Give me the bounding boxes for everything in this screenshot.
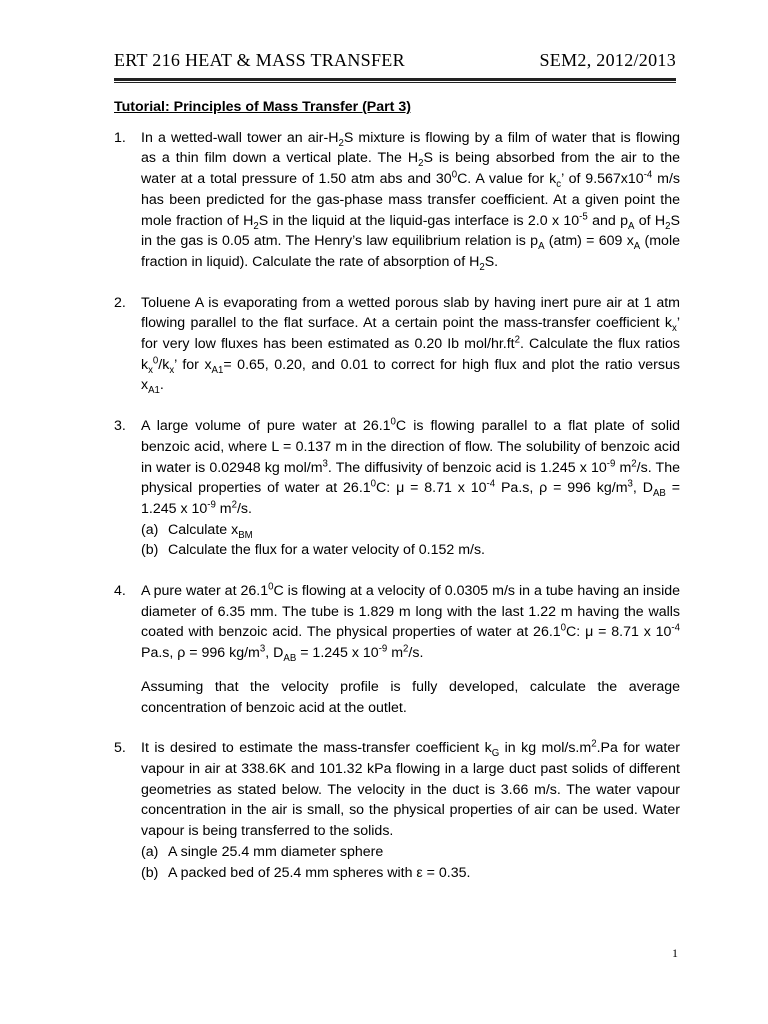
tutorial-title: Tutorial: Principles of Mass Transfer (Part 3) — [114, 99, 411, 115]
question-number: 2. — [114, 294, 126, 311]
question-2 — [114, 293, 680, 397]
question-1 — [114, 128, 680, 273]
question-number: 5. — [114, 740, 126, 757]
sub-question — [141, 540, 680, 561]
question-text: Toluene A is evaporating from a wetted porous slab by having inert pure air at 1 atm flowing parallel to the flat surface. At a certain point the mass-transfer coefficient $k_x$’ for very low fluxes has been estimated as 0.20 Ib mol/$hr.ft^2$. Calculate the flux ratios $k_x^0/k_x$’ for $x_{A1}= 0.65$, 0.20, and 0.01 to correct for high flux and plot the ratio versus $x_{A1}$. — [141, 294, 680, 397]
sub-question — [141, 842, 680, 863]
sub-question-label: (a) — [141, 521, 159, 538]
sub-question-label: (b) — [141, 864, 159, 881]
header-divider — [114, 82, 676, 83]
page-number: 1 — [672, 946, 678, 960]
page-header — [114, 46, 676, 81]
question-text: A large volume of pure water at 26.1$^0$C is flowing parallel to a flat plate of solid benzoic acid, where L = 0.137 m in the direction of flow. The solubility of benzoic acid in water is 0.02948 kg mol/$m^3$. The diffusivity of benzoic acid is 1.245 x $10^{-9}$ $m^2/s$. The physical properties of water at 26.1$^0$C: μ = 8.71 x $10^{-4}$ Pa.s, ρ = 996 $kg/m^3$, $D_{AB} = 1.245$ x $10^{-9}$ $m^2/s$. — [141, 416, 681, 517]
question-3 — [114, 416, 680, 561]
sub-question-label: (a) — [141, 843, 159, 860]
sub-question-text: A packed bed of 25.4 mm spheres with ε = 0.35. — [168, 864, 471, 881]
document-body — [114, 97, 680, 903]
question-text: In a wetted-wall tower an air-$H_2S$ mixture is flowing by a film of water that is flowing as a thin film down a vertical plate. The $H_2S$ is being absorbed from the air to the water at a total pressure of 1.50 atm abs and $30^0C$. A value for $k_c$’ of $9.567x10^{-4}$ m/s has been predicted for the gas-phase mass transfer coefficient. At a given point the mole fraction of $H_2S$ in the liquid at the liquid-gas interface is 2.0 x $10^{-5}$ and $p_A$ of $H_2S$ in the gas is 0.05 atm. The Henry’s law equilibrium relation is $p_A$ (atm) = 609 $x_A$ (mole fraction in liquid). Calculate the rate of absorption of $H_2S$. — [141, 129, 681, 273]
question-number: 3. — [114, 418, 126, 435]
question-5 — [114, 738, 680, 883]
question-number: 1. — [114, 129, 126, 146]
sub-question — [141, 863, 680, 884]
sub-question-text: A single 25.4 mm diameter sphere — [168, 843, 384, 860]
question-list — [114, 128, 680, 884]
question-text: It is desired to estimate the mass-transfer coefficient $k_G$ in kg mol/$s.m^2.Pa$ for water vapour in air at 338.6K and 101.32 kPa flowing in a large duct past solids of different geometries as stated below. The velocity in the duct is 3.66 m/s. The water vapour concentration in the air is small, so the physical properties of air can be used. Water vapour is being transferred to the solids. — [141, 738, 680, 840]
course-title: ERT 216 HEAT & MASS TRANSFER — [114, 50, 405, 70]
question-follow-up-text: Assuming that the velocity profile is fully developed, calculate the average concentration of benzoic acid at the outlet. — [141, 678, 680, 716]
semester-label: SEM2, 2012/2013 — [539, 50, 676, 70]
question-4 — [114, 581, 680, 718]
sub-question-text: Calculate the flux for a water velocity of 0.152 m/s. — [168, 542, 486, 559]
sub-question-text: Calculate $x_{BM}$ — [168, 521, 253, 541]
question-text: A pure water at 26.1$^0$C is flowing at a velocity of 0.0305 m/s in a tube having an inside diameter of 6.35 mm. The tube is 1.829 m long with the last 1.22 m having the walls coated with benzoic acid. The physical properties of water at 26.1$^0$C: μ = 8.71 x $10^{-4}$ Pa.s, ρ = 996 $kg/m^3$, $D_{AB} = 1.245$ x $10^{-9}$ $m^2/s$. — [141, 581, 680, 664]
sub-question — [141, 520, 680, 541]
sub-question-label: (b) — [141, 542, 159, 559]
question-number: 4. — [114, 583, 126, 600]
